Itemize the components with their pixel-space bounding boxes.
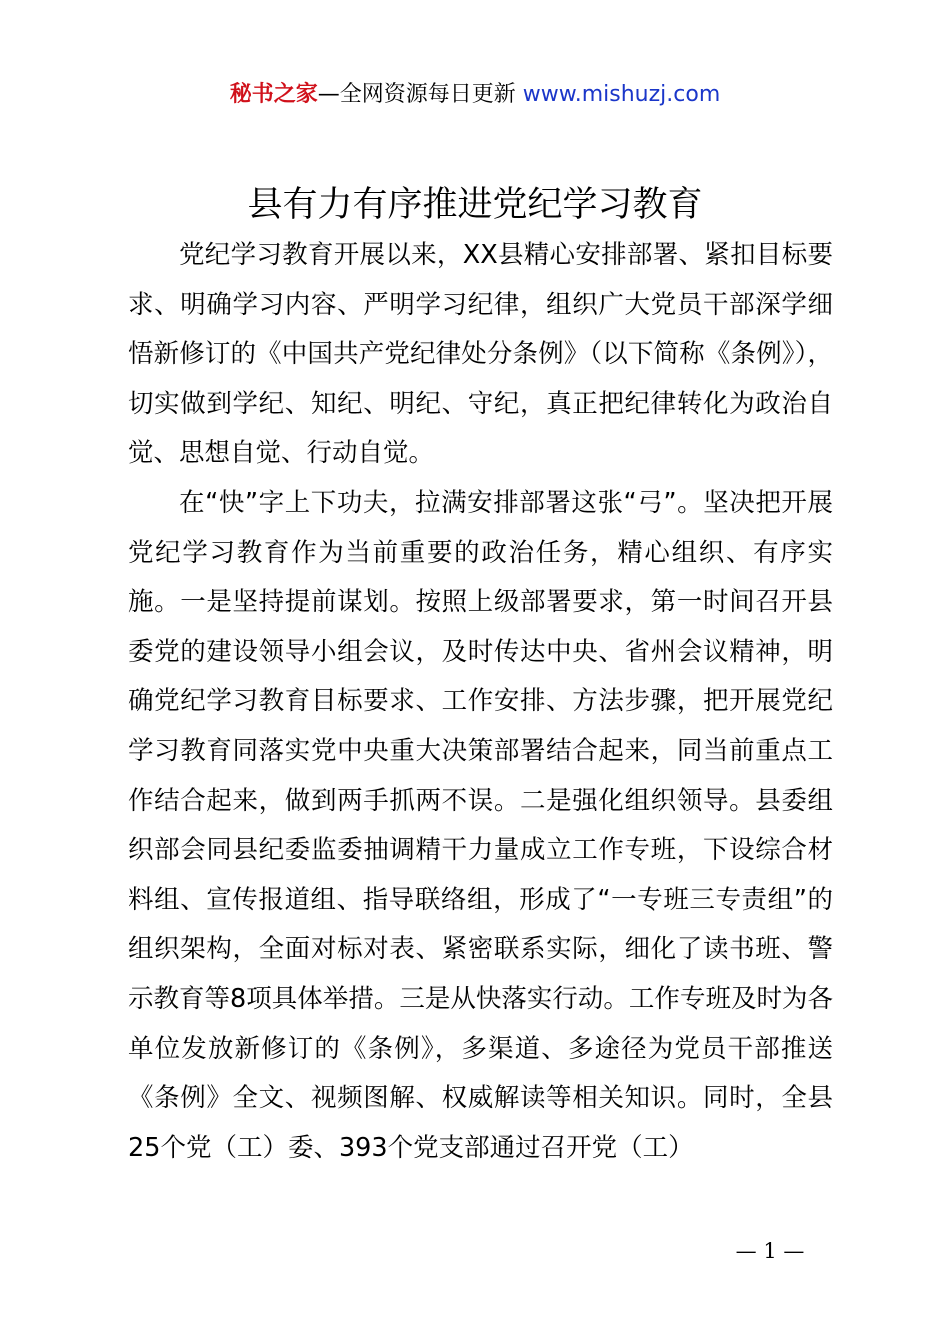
site-header-banner — [0, 78, 950, 112]
paragraph-deployment: 在“快”字上下功夫，拉满安排部署这张“弓”。坚决把开展党纪学习教育作为当前重要的政治任务，精心组织、有序实施。一是坚持提前谋划。按照上级部署要求，第一时间召开县委党的建设领导小组会议，及时传达中央、省州会议精神，明确党纪学习教育目标要求、工作安排、方法步骤，把开展党纪学习教育同落实党中央重大决策部署结合起来，同当前重点工作结合起来，做到两手抓两不误。二是强化组织领导。县委组织部会同县纪委监委抽调精干力量成立工作专班，下设综合材料组、宣传报道组、指导联络组，形成了“一专班三专责组”的组织架构，全面对标对表、紧密联系实际，细化了读书班、警示教育等8项具体举措。三是从快落实行动。工作专班及时为各单位发放新修订的《条例》，多渠道、多途径为党员干部推送《条例》全文、视频图解、权威解读等相关知识。同时，全县25个党（工）委、393个党支部通过召开党（工） — [128, 487, 833, 1163]
page-number: — 1 — — [735, 1239, 805, 1263]
document-title: 县有力有序推进党纪学习教育 — [247, 185, 703, 225]
paragraph-intro: 党纪学习教育开展以来，XX县精心安排部署、紧扣目标要求、明确学习内容、严明学习纪律，组织广大党员干部深学细悟新修订的《中国共产党纪律处分条例》（以下简称《条例》），切实做到学纪、知纪、明纪、守纪，真正把纪律转化为政治自觉、思想自觉、行动自觉。 — [128, 240, 833, 469]
header-slogan: —全网资源每日更新 — [317, 82, 516, 107]
brand-name: 秘书之家 — [229, 82, 318, 107]
site-url-link[interactable]: www.mishuzj.com — [522, 82, 721, 107]
document-body — [128, 231, 833, 1173]
